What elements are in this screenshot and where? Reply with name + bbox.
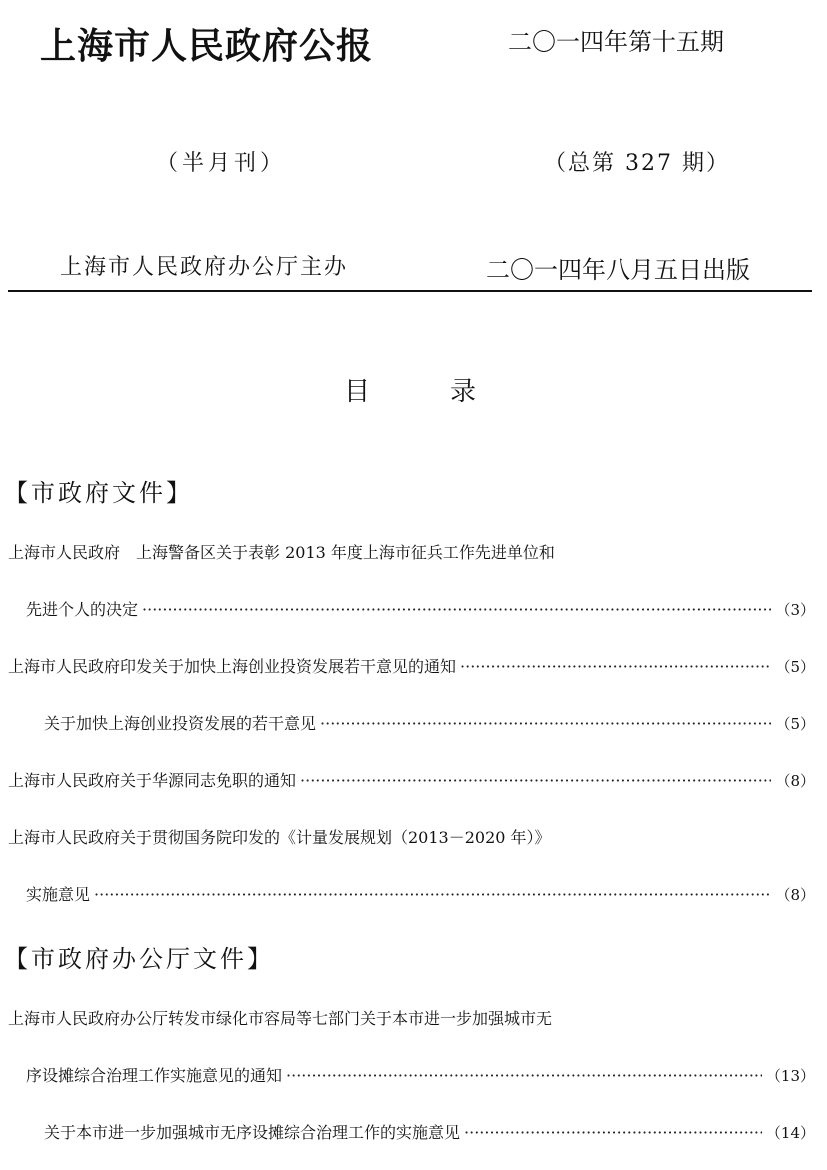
toc-heading-left: 目 [344, 377, 371, 407]
toc-entry-page: （8） [775, 772, 815, 790]
dot-leader [142, 600, 771, 619]
toc-entry-label: 实施意见 [26, 885, 91, 904]
toc-entry-page: （5） [775, 658, 815, 676]
toc-entry-page: （8） [775, 886, 815, 904]
toc-heading [344, 371, 476, 408]
masthead-divider [8, 290, 812, 292]
dot-leader [320, 714, 771, 733]
toc-entry-line[interactable]: 上海市人民政府办公厅转发市绿化市容局等七部门关于本市进一步加强城市无 [8, 1009, 553, 1028]
toc-entry-label: 序设摊综合治理工作实施意见的通知 [26, 1066, 283, 1085]
toc-entry-line[interactable]: 上海市人民政府关于贯彻国务院印发的《计量发展规划（2013－2020 年）》 [8, 828, 551, 847]
dot-leader [300, 771, 771, 790]
issue-number: 二〇一四年第十五期 [508, 28, 724, 56]
bulletin-title: 上海市人民政府公报 [40, 25, 374, 67]
section-title-office-docs: 【市政府办公厅文件】 [4, 945, 274, 973]
toc-entry[interactable] [26, 882, 815, 906]
dot-leader [464, 1123, 762, 1142]
toc-entry-page: （14） [765, 1124, 815, 1142]
toc-entry-label: 先进个人的决定 [26, 600, 139, 619]
toc-entry[interactable] [8, 654, 815, 678]
dot-leader [94, 885, 771, 904]
toc-entry-line[interactable]: 上海市人民政府 上海警备区关于表彰 2013 年度上海市征兵工作先进单位和 [8, 543, 555, 562]
toc-entry[interactable] [8, 768, 815, 792]
section-title-municipal-docs: 【市政府文件】 [4, 479, 193, 507]
toc-entry[interactable] [26, 1063, 815, 1087]
publish-date: 二〇一四年八月五日出版 [486, 256, 750, 284]
toc-entry[interactable] [44, 1120, 815, 1144]
publication-frequency: （半月刊） [156, 151, 287, 176]
toc-entry-label: 关于本市进一步加强城市无序设摊综合治理工作的实施意见 [44, 1123, 461, 1142]
sponsor: 上海市人民政府办公厅主办 [60, 255, 349, 280]
toc-entry[interactable] [26, 597, 815, 621]
toc-entry[interactable] [44, 711, 815, 735]
dot-leader [460, 657, 771, 676]
toc-entry-label: 关于加快上海创业投资发展的若干意见 [44, 714, 317, 733]
toc-entry-label: 上海市人民政府印发关于加快上海创业投资发展若干意见的通知 [8, 657, 457, 676]
toc-heading-right: 录 [450, 377, 477, 407]
toc-entry-page: （5） [775, 715, 815, 733]
toc-entry-label: 上海市人民政府关于华源同志免职的通知 [8, 771, 297, 790]
dot-leader [286, 1066, 762, 1085]
toc-entry-page: （3） [775, 601, 815, 619]
total-issue-number: （总第 327 期） [544, 151, 730, 176]
toc-entry-page: （13） [765, 1067, 815, 1085]
